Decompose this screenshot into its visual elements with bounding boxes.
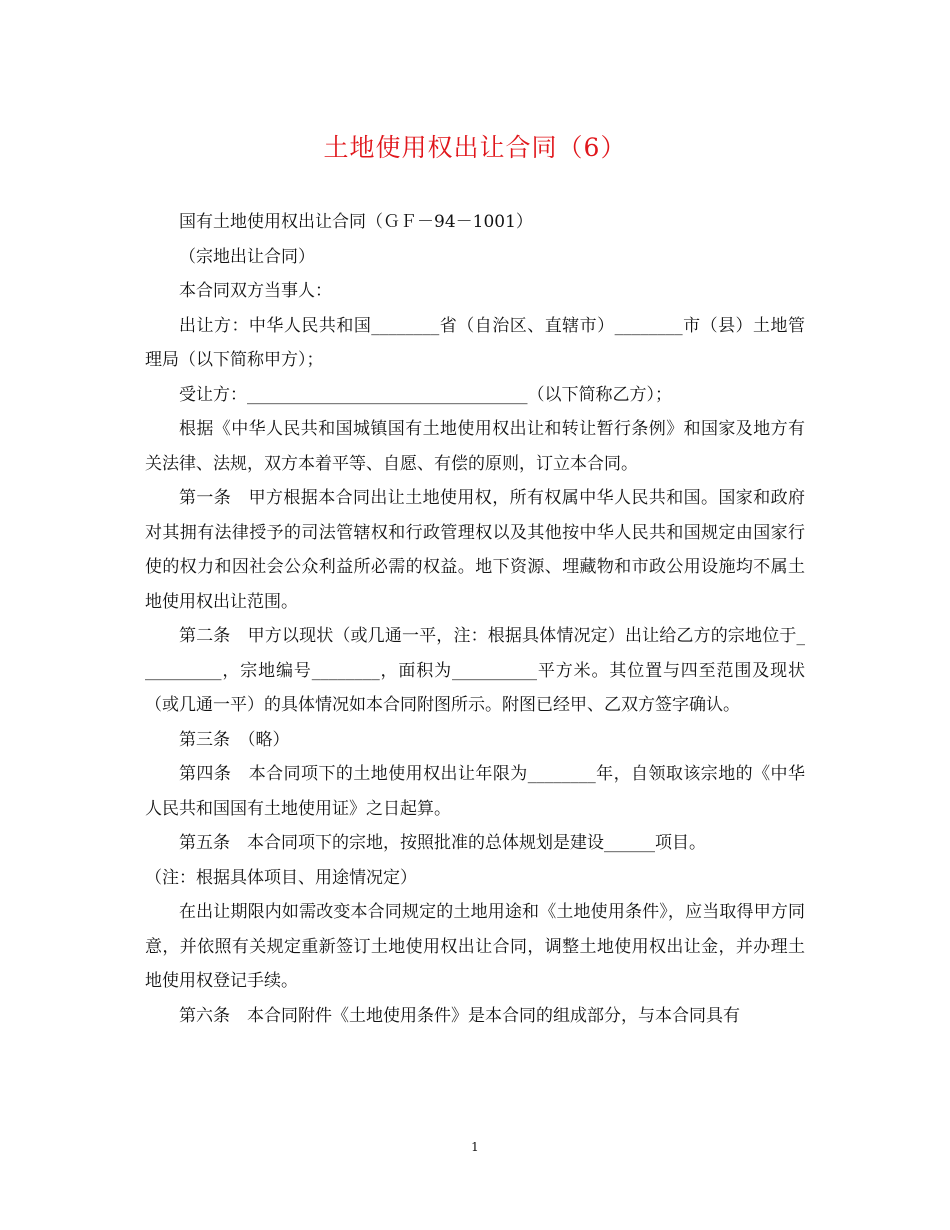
paragraph-transferor: 出让方：中华人民共和国________省（自治区、直辖市）________市（县）土地管理局（以下简称甲方）； xyxy=(145,315,805,370)
paragraph-article-5: 第五条 本合同项下的宗地，按照批准的总体规划是建设______项目。 xyxy=(179,833,706,853)
paragraph-article-1: 第一条 甲方根据本合同出让土地使用权，所有权属中华人民共和国。国家和政府对其拥有法律授予的司法管辖权和行政管理权以及其他按中华人民共和国规定由国家行使的权力和因社会公众利益所必需的权益。地下资源、埋藏物和市政公用设施均不属土地使用权出让范围。 xyxy=(145,488,805,612)
paragraph-usage-change: 在出让期限内如需改变本合同规定的土地用途和《土地使用条件》，应当取得甲方同意，并依照有关规定重新签订土地使用权出让合同，调整土地使用权出让金，并办理土地使用权登记手续。 xyxy=(145,902,805,991)
paragraph-article-6: 第六条 本合同附件《土地使用条件》是本合同的组成部分，与本合同具有 xyxy=(179,1005,740,1026)
paragraph-article-5-note: （注：根据具体项目、用途情况定） xyxy=(145,867,417,888)
paragraph-transferee: 受让方：_________________________________（以下简称乙方）； xyxy=(179,384,672,405)
page-number: 1 xyxy=(471,1140,479,1154)
paragraph-contract-code: 国有土地使用权出让合同（ＧＦ－94－1001） xyxy=(179,212,533,232)
document-title: 土地使用权出让合同（6） xyxy=(323,133,627,162)
paragraph-article-2: 第二条 甲方以现状（或几通一平，注：根据具体情况定）出让给乙方的宗地位于__________，宗地编号________，面积为__________平方米。其位置与四至范围及现状（或几通一平）的具体情况如本合同附图所示。附图已经甲、乙双方签字确认。 xyxy=(145,626,805,715)
paragraph-article-4: 第四条 本合同项下的土地使用权出让年限为________年，自领取该宗地的《中华人民共和国国有土地使用证》之日起算。 xyxy=(145,764,805,819)
paragraph-basis: 根据《中华人民共和国城镇国有土地使用权出让和转让暂行条例》和国家及地方有关法律、法规，双方本着平等、自愿、有偿的原则，订立本合同。 xyxy=(145,419,805,474)
document-body xyxy=(145,205,805,1033)
paragraph-article-3: 第三条 （略） xyxy=(179,729,290,750)
paragraph-contract-type: （宗地出让合同） xyxy=(179,246,315,267)
paragraph-parties-heading: 本合同双方当事人： xyxy=(179,281,332,301)
